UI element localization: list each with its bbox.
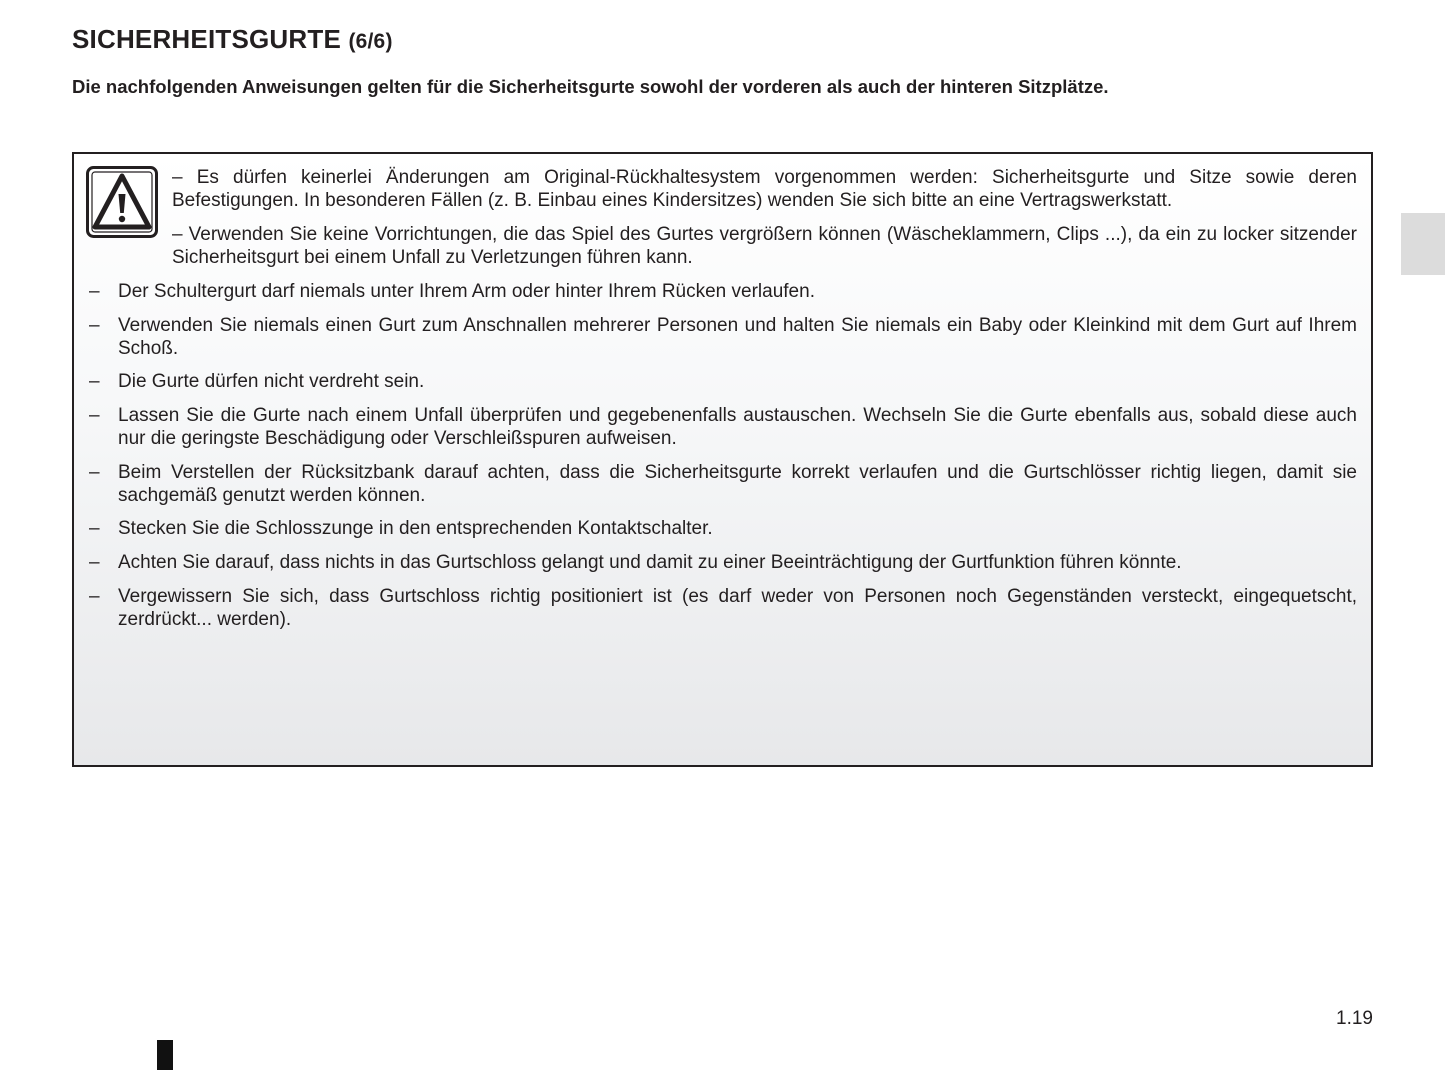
warning-item: – Stecken Sie die Schlosszunge in den entsprechenden Kontaktschalter. xyxy=(89,518,713,539)
warning-item: – Verwenden Sie keine Vorrichtungen, die das Spiel des Gurtes vergrößern können (Wäscheklammern, Clips ...), da ein zu locker sitzender Sicherheitsgurt bei einem Unfall zu Verletzungen führen kann. xyxy=(172,224,1357,268)
page-title-main: SICHERHEITSGURTE xyxy=(72,24,342,54)
warning-item: – Achten Sie darauf, dass nichts in das Gurtschloss gelangt und damit zu einer Beeinträchtigung der Gurtfunktion führen könnte. xyxy=(89,552,1182,573)
edge-marker xyxy=(157,1040,173,1070)
page-title xyxy=(72,24,393,55)
warning-item: – Vergewissern Sie sich, dass Gurtschloss richtig positioniert ist (es darf weder von Personen noch Gegenständen versteckt, eingequetscht, zerdrückt... werden). xyxy=(89,586,1357,630)
warning-item: – Es dürfen keinerlei Änderungen am Original-Rückhaltesystem vorgenommen werden: Sicherheitsgurte und Sitze sowie deren Befestigungen. In besonderen Fällen (z. B. Einbau eines Kindersitzes) wenden Sie sich bitte an eine Vertragswerkstatt. xyxy=(172,167,1357,211)
warning-box xyxy=(72,152,1373,767)
warning-item: – Beim Verstellen der Rücksitzbank darauf achten, dass die Sicherheitsgurte korrekt verlaufen und die Gurtschlösser richtig liegen, damit sie sachgemäß genutzt werden können. xyxy=(89,462,1357,506)
intro-text: Die nachfolgenden Anweisungen gelten für die Sicherheitsgurte sowohl der vorderen als auch der hinteren Sitzplätze. xyxy=(72,76,1109,97)
warning-item: – Der Schultergurt darf niemals unter Ihrem Arm oder hinter Ihrem Rücken verlaufen. xyxy=(89,281,815,302)
warning-item: – Verwenden Sie niemals einen Gurt zum Anschnallen mehrerer Personen und halten Sie niemals ein Baby oder Kleinkind mit dem Gurt auf Ihrem Schoß. xyxy=(89,315,1357,359)
warning-item: – Die Gurte dürfen nicht verdreht sein. xyxy=(89,371,425,392)
section-tab xyxy=(1401,213,1445,275)
page-title-part: (6/6) xyxy=(348,30,393,53)
warning-triangle-icon xyxy=(86,166,158,238)
page-number: 1.19 xyxy=(1336,1008,1373,1029)
warning-item: – Lassen Sie die Gurte nach einem Unfall überprüfen und gegebenenfalls austauschen. Wechseln Sie die Gurte ebenfalls aus, sobald diese auch nur die geringste Beschädigung oder Verschleißspuren aufweisen. xyxy=(89,405,1357,449)
